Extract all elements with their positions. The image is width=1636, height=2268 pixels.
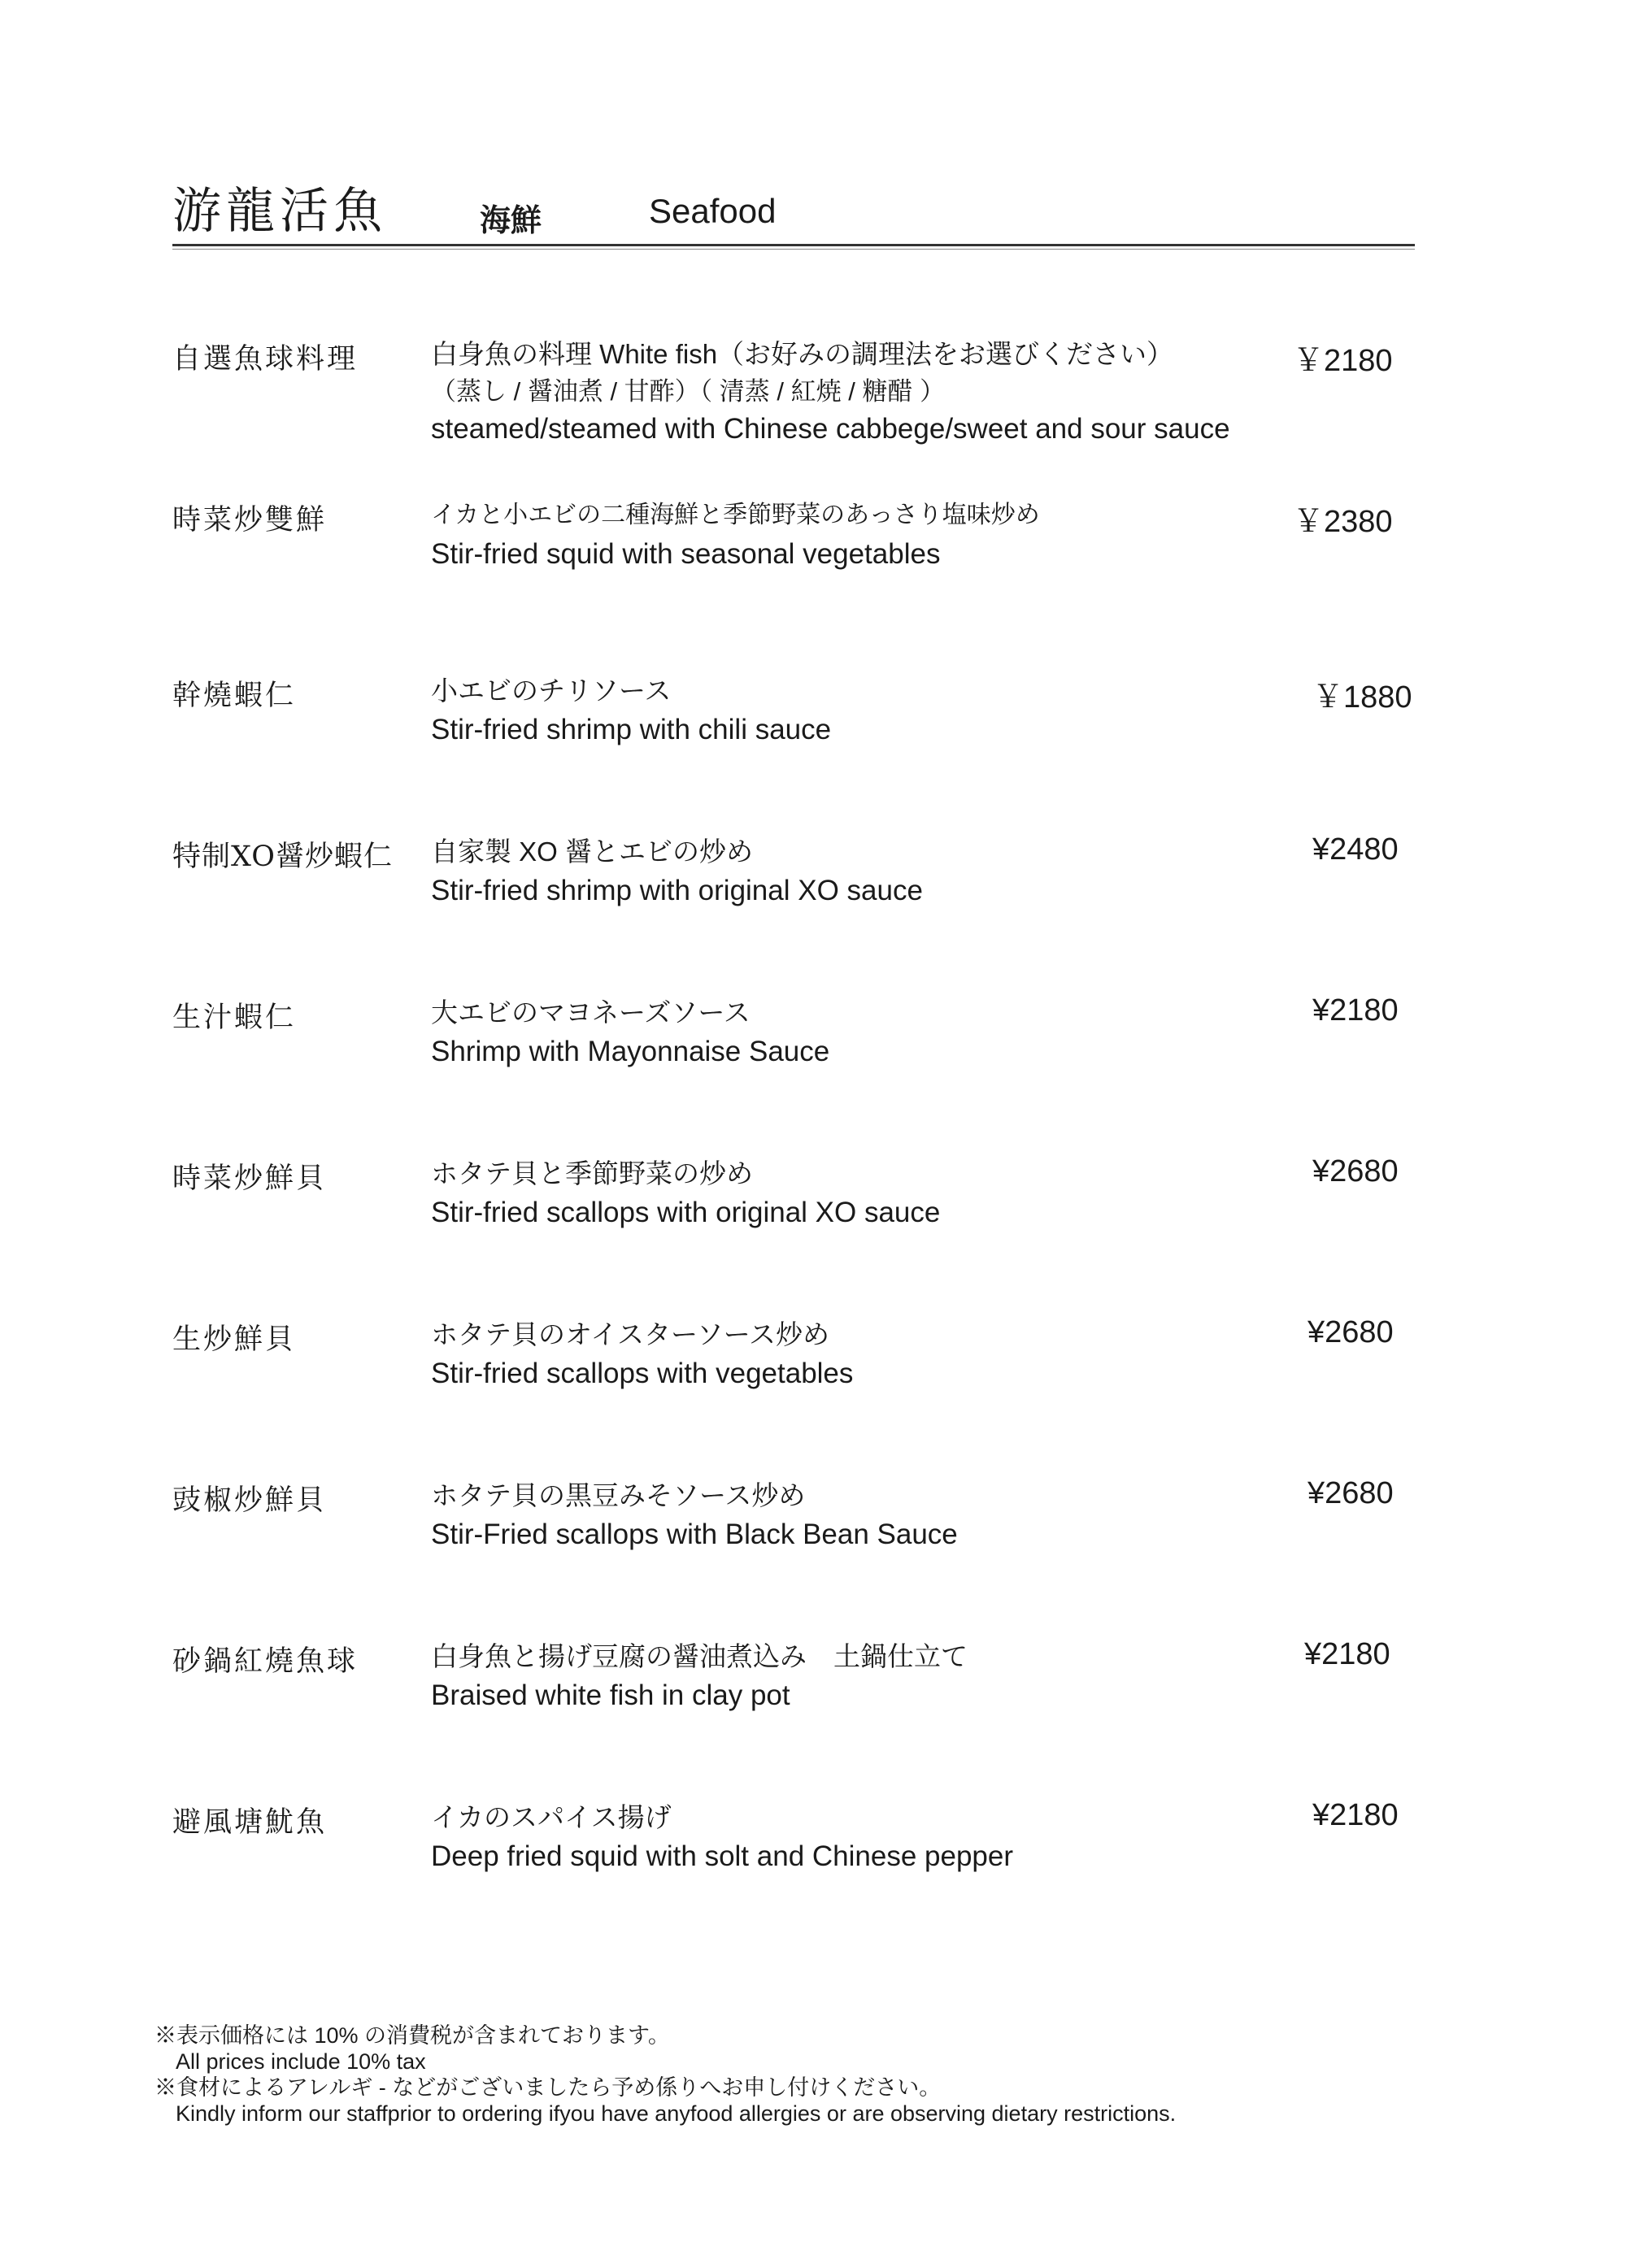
dish-name-chinese: 時菜炒雙鮮 [172, 504, 328, 537]
dish-name-english: Stir-fried shrimp with original XO sauce [431, 875, 923, 906]
dish-name-english: Stir-fried scallops with original XO sauce [431, 1197, 941, 1228]
dish-name-english: Stir-fried squid with seasonal vegetables [431, 538, 941, 570]
dish-name-japanese: イカのスパイス揚げ [431, 1802, 672, 1832]
dish-description [431, 496, 1040, 574]
dish-name-japanese: 白身魚と揚げ豆腐の醤油煮込み 土鍋仕立て [431, 1641, 968, 1671]
allergy-note-english: Kindly inform our staffprior to ordering ifyou have anyfood allergies or are observing dietary restrictions. [176, 2101, 1177, 2126]
dish-name-english: Stir-fried shrimp with chili sauce [431, 714, 832, 745]
dish-name-japanese: 小エビのチリソース [431, 676, 672, 706]
dish-description [431, 1154, 940, 1232]
menu-item [172, 1798, 1416, 1928]
menu-item [172, 496, 1416, 626]
dish-description [431, 1798, 1013, 1876]
dish-price: ¥2680 [1307, 1315, 1394, 1349]
dish-description [431, 335, 1230, 449]
allergy-note-japanese: ※食材によるアレルギ - などがございましたら予め係りへお申し付けください。 [154, 2075, 942, 2100]
dish-description [431, 832, 923, 910]
dish-price: ¥2180 [1312, 993, 1399, 1028]
dish-name-chinese: 特制XO醤炒蝦仁 [172, 841, 393, 873]
section-title-english: Seafood [649, 192, 777, 230]
dish-name-chinese: 生汁蝦仁 [172, 1001, 297, 1034]
menu-item [172, 335, 1416, 465]
menu-item [172, 1154, 1416, 1284]
dish-name-chinese: 避風塘魷魚 [172, 1806, 328, 1839]
dish-description [431, 1637, 968, 1715]
menu-item [172, 671, 1416, 802]
dish-name-japanese: ホタテ貝と季節野菜の炒め [431, 1158, 753, 1188]
dish-price: ¥2680 [1312, 1154, 1399, 1188]
dish-name-chinese: 砂鍋紅燒魚球 [172, 1645, 359, 1678]
menu-item [172, 832, 1416, 962]
header-divider [172, 244, 1415, 246]
dish-name-english: steamed/steamed with Chinese cabbege/sweet and sour sauce [431, 413, 1230, 445]
menu-footer-notes [154, 2023, 1537, 2127]
dish-price: ￥2380 [1293, 505, 1393, 539]
menu-header [172, 163, 1415, 252]
dish-description [431, 1476, 958, 1554]
header-divider-thin [172, 249, 1415, 250]
dish-price: ¥2180 [1304, 1637, 1390, 1671]
dish-description [431, 993, 829, 1071]
section-title-chinese: 游龍活魚 [172, 183, 387, 240]
section-title-japanese: 海鮮 [480, 202, 542, 238]
dish-name-japanese: 自家製 XO 醤とエビの炒め [431, 836, 754, 867]
dish-name-english: Stir-fried scallops with vegetables [431, 1358, 854, 1389]
dish-description [431, 671, 831, 749]
dish-name-japanese: 白身魚の料理 White fish（お好みの調理法をお選びください） [431, 339, 1174, 369]
dish-name-chinese: 自選魚球料理 [172, 343, 359, 376]
tax-note-japanese: ※表示価格には 10% の消費税が含まれております。 [154, 2023, 670, 2048]
menu-item [172, 1476, 1416, 1606]
dish-description [431, 1315, 853, 1393]
dish-name-chinese: 時菜炒鮮貝 [172, 1162, 328, 1195]
menu-item [172, 1315, 1416, 1445]
dish-price: ¥2480 [1312, 832, 1399, 867]
menu-item [172, 993, 1416, 1123]
tax-note-english: All prices include 10% tax [176, 2049, 426, 2074]
dish-name-japanese: ホタテ貝の黒豆みそソース炒め [431, 1480, 806, 1510]
dish-name-english: Deep fried squid with solt and Chinese pepper [431, 1840, 1013, 1872]
dish-name-english: Shrimp with Mayonnaise Sauce [431, 1036, 830, 1067]
dish-name-japanese: イカと小エビの二種海鮮と季節野菜のあっさり塩味炒め [431, 502, 1040, 528]
dish-price: ￥2180 [1293, 344, 1393, 378]
dish-price: ￥1880 [1312, 680, 1412, 715]
dish-price: ¥2180 [1312, 1798, 1399, 1832]
dish-name-chinese: 幹燒蝦仁 [172, 680, 297, 712]
dish-name-english: Braised white fish in clay pot [431, 1679, 790, 1711]
dish-name-chinese: 生炒鮮貝 [172, 1323, 297, 1356]
dish-name-english: Stir-Fried scallops with Black Bean Sauce [431, 1519, 958, 1550]
dish-cooking-options: （蒸し / 醤油煮 / 甘酢）（ 清蒸 / 紅焼 / 糖醋 ） [431, 377, 946, 406]
dish-name-japanese: 大エビのマヨネーズソース [431, 997, 751, 1028]
dish-price: ¥2680 [1307, 1476, 1394, 1510]
menu-item [172, 1637, 1416, 1767]
dish-name-japanese: ホタテ貝のオイスターソース炒め [431, 1319, 830, 1349]
dish-name-chinese: 豉椒炒鮮貝 [172, 1484, 328, 1517]
